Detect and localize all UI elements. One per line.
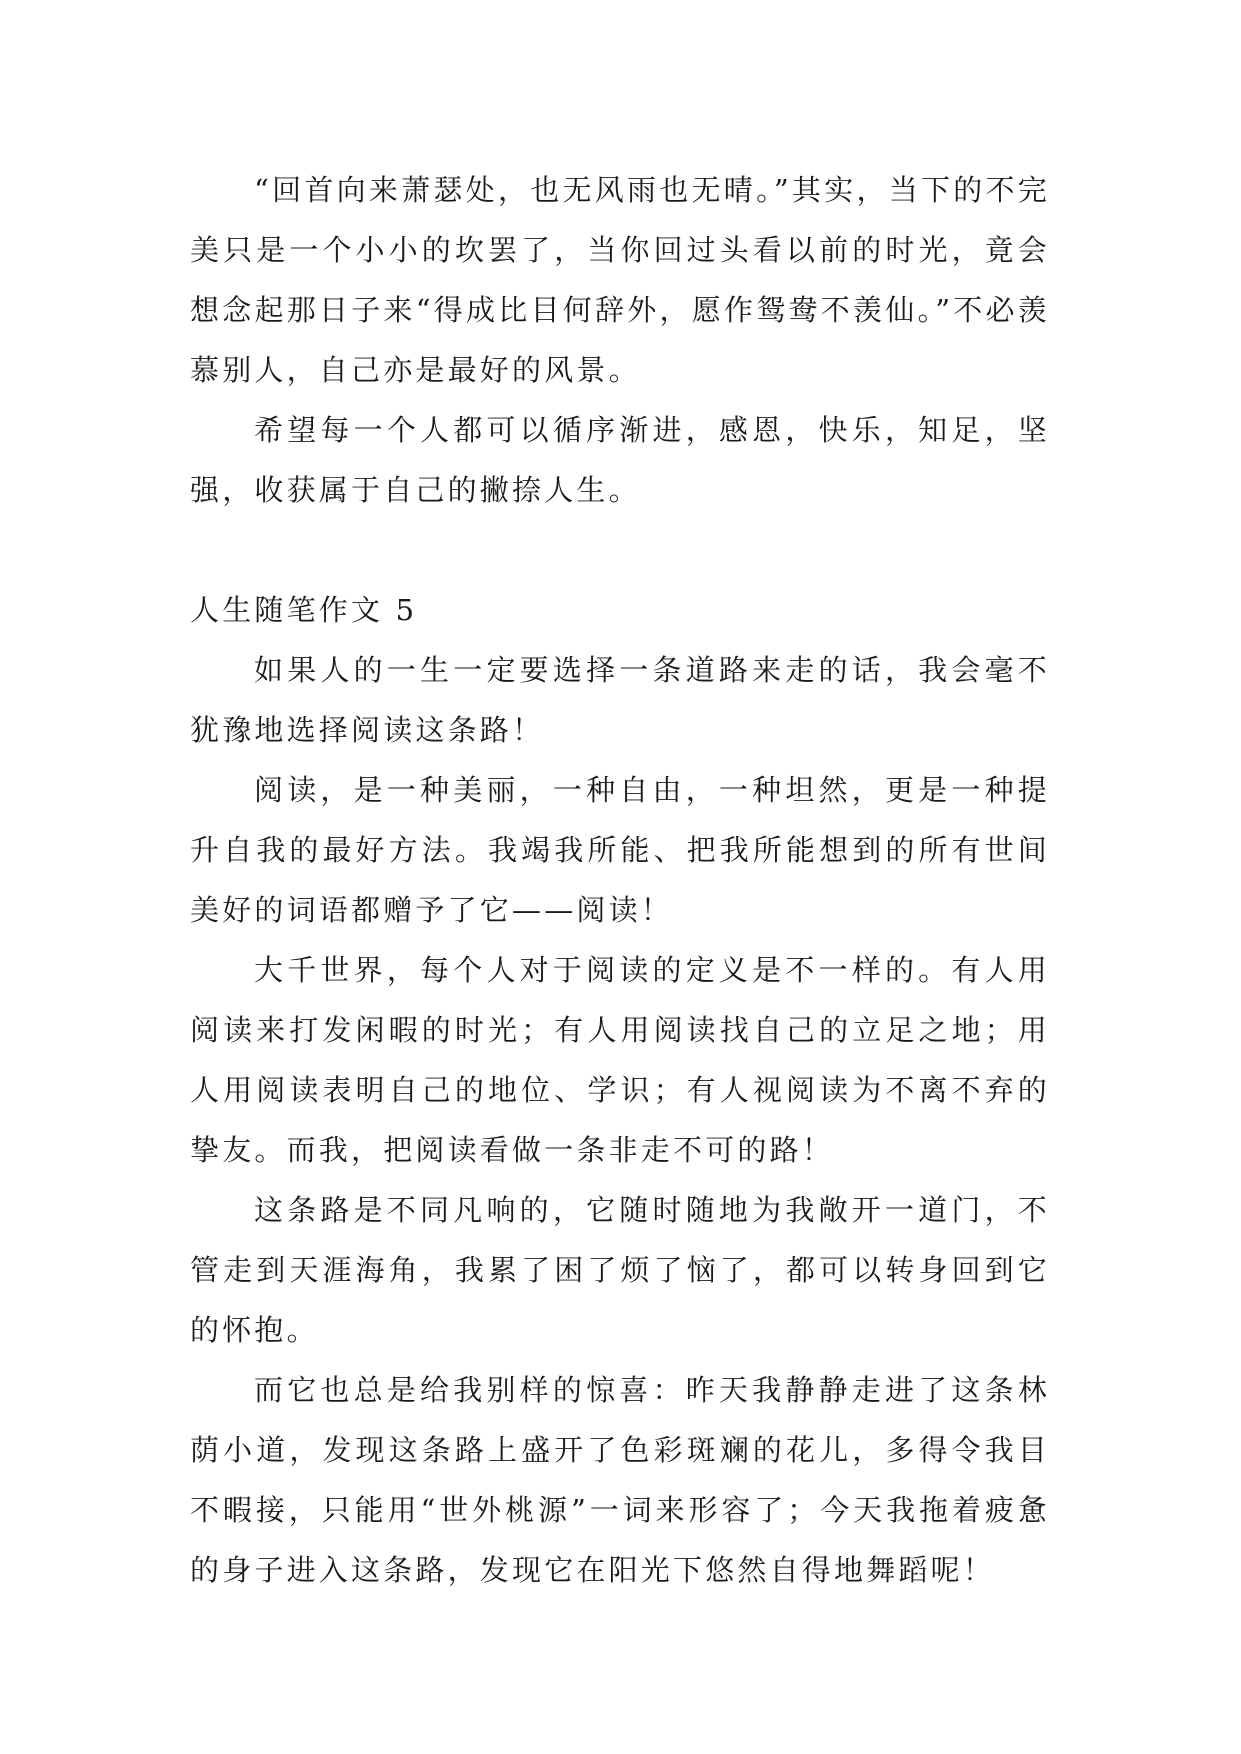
document-body: [190, 160, 1050, 1600]
paragraph: 阅读，是一种美丽，一种自由，一种坦然，更是一种提升自我的最好方法。我竭我所能、把我所能想到的所有世间美好的词语都赠予了它——阅读！: [190, 773, 1050, 927]
paragraph: 如果人的一生一定要选择一条道路来走的话，我会毫不犹豫地选择阅读这条路！: [190, 653, 1050, 747]
section-gap: [190, 520, 1050, 580]
paragraph: 而它也总是给我别样的惊喜：昨天我静静走进了这条林荫小道，发现这条路上盛开了色彩斑斓的花儿，多得令我目不暇接，只能用“世外桃源”一词来形容了；今天我拖着疲惫的身子进入这条路，发现它在阳光下悠然自得地舞蹈呢！: [190, 1373, 1050, 1587]
paragraph: 这条路是不同凡响的，它随时随地为我敞开一道门，不管走到天涯海角，我累了困了烦了恼了，都可以转身回到它的怀抱。: [190, 1193, 1050, 1347]
paragraph: “回首向来萧瑟处，也无风雨也无晴。”其实，当下的不完美只是一个小小的坎罢了，当你回过头看以前的时光，竟会想念起那日子来“得成比目何辞外，愿作鸳鸯不羡仙。”不必羡慕别人，自己亦是最好的风景。: [190, 173, 1050, 387]
paragraph: 希望每一个人都可以循序渐进，感恩，快乐，知足，坚强，收获属于自己的撇捺人生。: [190, 413, 1050, 507]
paragraph: 大千世界，每个人对于阅读的定义是不一样的。有人用阅读来打发闲暇的时光；有人用阅读找自己的立足之地；用人用阅读表明自己的地位、学识；有人视阅读为不离不弃的挚友。而我，把阅读看做一条非走不可的路！: [190, 953, 1050, 1167]
section-heading: 人生随笔作文 5: [190, 593, 418, 627]
